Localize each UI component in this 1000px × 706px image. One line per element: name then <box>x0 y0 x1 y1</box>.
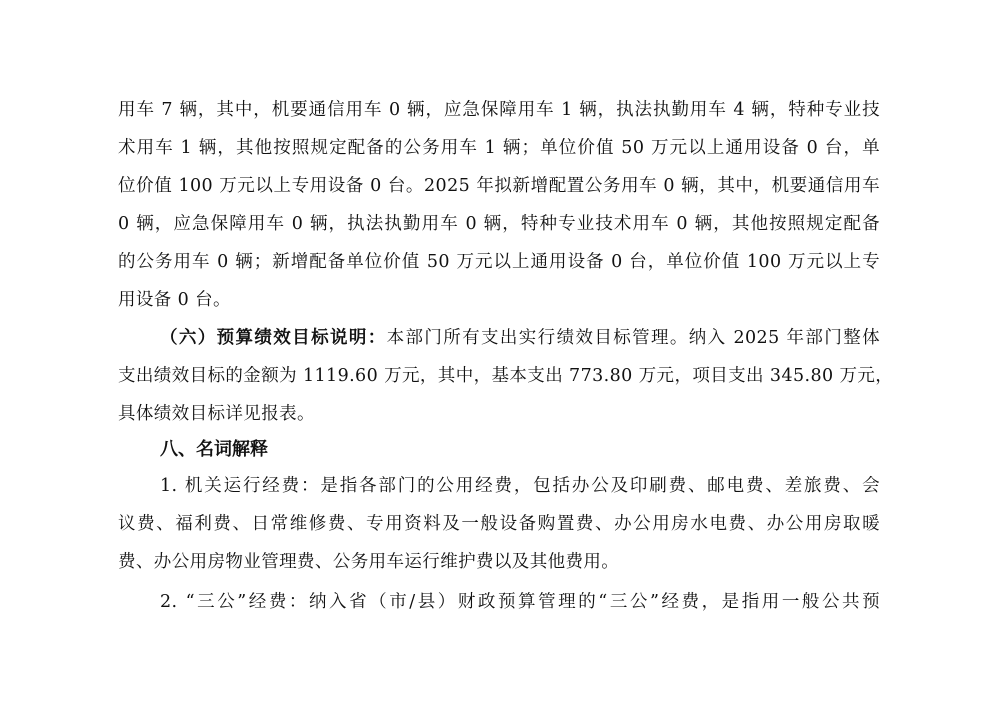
paragraph-line: 具体绩效目标详见报表。 <box>118 404 315 424</box>
term-line: 1. 机关运行经费：是指各部门的公用经费，包括办公及印刷费、邮电费、差旅费、会 <box>160 476 880 496</box>
performance-heading: （六）预算绩效目标说明： <box>160 328 387 348</box>
performance-text: 本部门所有支出实行绩效目标管理。纳入 2025 年部门整体 <box>386 328 880 348</box>
paragraph-line: 的公务用车 0 辆；新增配备单位价值 50 万元以上通用设备 0 台，单位价值 100 万元以上专 <box>118 252 880 272</box>
performance-first-line <box>160 324 880 352</box>
paragraph-line: 支出绩效目标的金额为 1119.60 万元，其中，基本支出 773.80 万元，项目支出 345.80 万元， <box>118 366 894 386</box>
paragraph-line: 位价值 100 万元以上专用设备 0 台。2025 年拟新增配置公务用车 0 辆，其中，机要通信用车 <box>118 176 880 196</box>
paragraph-line: 用车 7 辆，其中，机要通信用车 0 辆，应急保障用车 1 辆，执法执勤用车 4 辆，特种专业技 <box>118 100 880 120</box>
section-heading: 八、名词解释 <box>160 439 268 460</box>
term-line: 费、办公用房物业管理费、公务用车运行维护费以及其他费用。 <box>118 552 620 572</box>
term-line: 议费、福利费、日常维修费、专用资料及一般设备购置费、办公用房水电费、办公用房取暖 <box>118 514 880 534</box>
paragraph-line: 术用车 1 辆，其他按照规定配备的公务用车 1 辆；单位价值 50 万元以上通用设备 0 台，单 <box>118 138 880 158</box>
term-line: 2. “三公”经费：纳入省（市/县）财政预算管理的“三公”经费，是指用一般公共预 <box>160 592 880 612</box>
paragraph-line: 用设备 0 台。 <box>118 290 231 310</box>
paragraph-line: 0 辆，应急保障用车 0 辆，执法执勤用车 0 辆，特种专业技术用车 0 辆，其他按照规定配备 <box>118 214 880 234</box>
